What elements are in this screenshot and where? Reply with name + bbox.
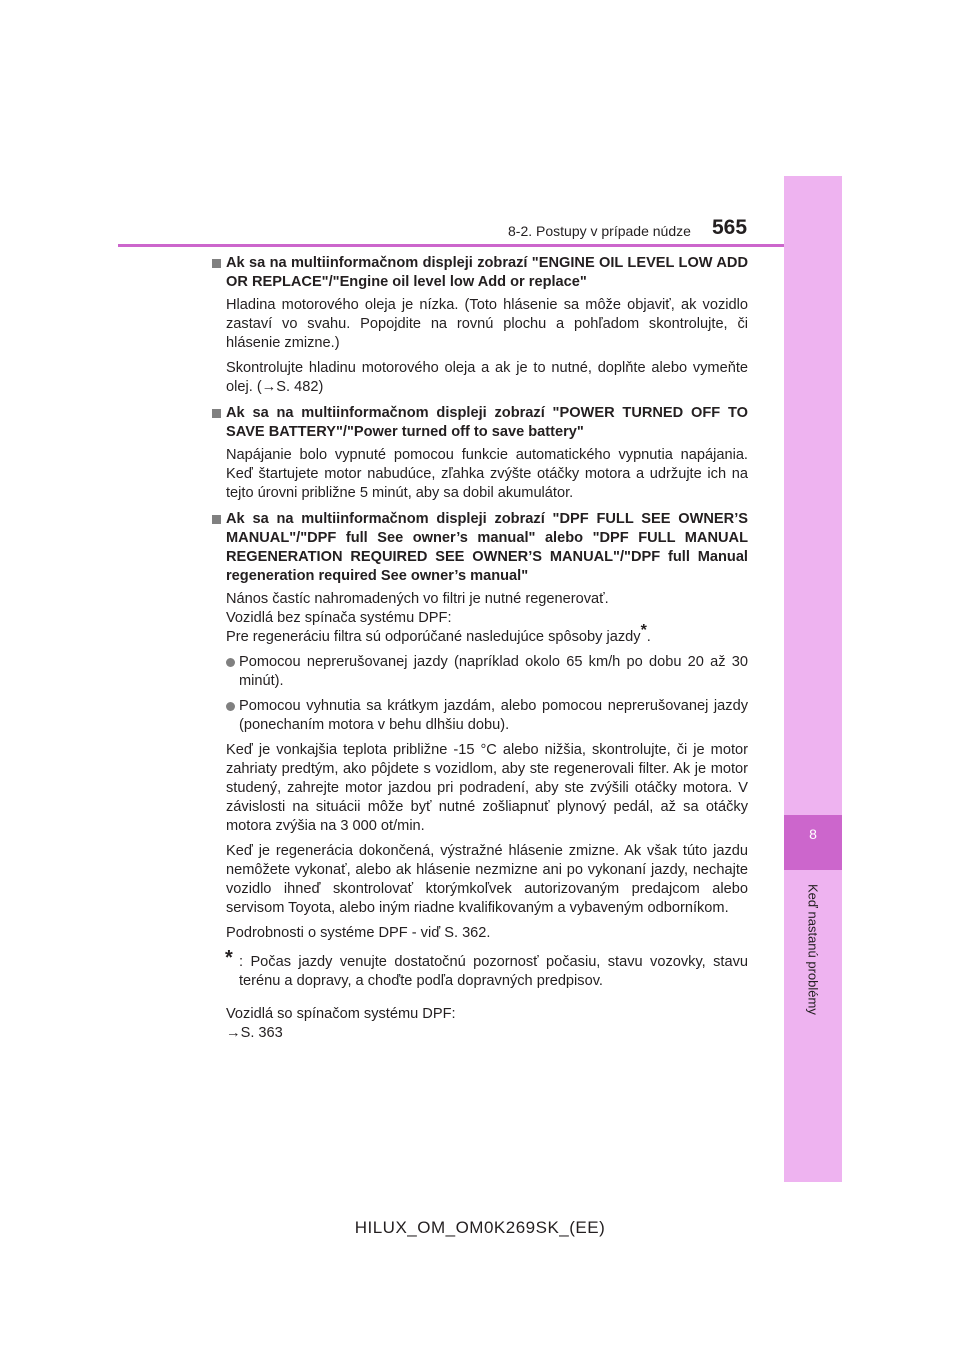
paragraph: Napájanie bolo vypnuté pomocou funkcie automatického vypnutia napájania. Keď štartujete motor nabudúce, zľahka zvýšte otáčky motora a udržujte ich na tejto úrovni približne 5 minút, aby sa dobil akumulátor.: [226, 447, 748, 501]
document-id: HILUX_OM_OM0K269SK_(EE): [354, 1218, 606, 1237]
square-bullet-icon: [212, 515, 221, 524]
paragraph: Skontrolujte hladinu motorového oleja a ak je to nutné, doplňte alebo vymeňte olej. (→S. 482): [226, 360, 748, 395]
square-bullet-icon: [212, 259, 221, 268]
footnote-text: : Počas jazdy venujte dostatočnú pozornosť počasiu, stavu vozovky, stavu terénu a dopravy, a choďte podľa dopravných predpisov.: [239, 954, 748, 989]
footnote-mark: *: [225, 947, 233, 969]
section-heading-text: Ak sa na multiinformačnom displeji zobrazí "POWER TURNED OFF TO SAVE BATTERY"/"Power turned off to save battery": [226, 405, 748, 440]
paragraph: Keď je vonkajšia teplota približne -15 °C alebo nižšia, skontrolujte, či je motor zahriaty predtým, ako pôjdete s vozidlom, aby ste regenerovali filter. Ak je motor studený, zahrejte motor jazdou pri podradení, aby ste zvýšili otáčky motora. V závislosti na situácii môže byť nutné zošliapnuť plynový pedál, až sa otáčky motora zvýšia na 3 000 ot/min.: [226, 742, 748, 834]
intro-line: Nános častíc nahromadených vo filtri je nutné regenerovať.: [226, 591, 609, 607]
paragraph-intro: [211, 590, 748, 647]
footnote-reference-mark: *: [640, 622, 647, 640]
square-bullet-icon: [212, 409, 221, 418]
chapter-number: 8: [809, 826, 817, 842]
paragraph-closing: [211, 1005, 748, 1043]
header-section-title: 8-2. Postupy v prípade núdze: [508, 223, 691, 239]
header-divider: [118, 244, 784, 247]
intro-line-with-mark: [226, 622, 748, 647]
intro-line: Pre regeneráciu filtra sú odporúčané nasledujúce spôsoby jazdy: [226, 629, 641, 645]
list-item-text: Pomocou neprerušovanej jazdy (napríklad okolo 65 km/h po dobu 20 až 30 minút).: [239, 654, 748, 689]
list-item: [211, 653, 748, 691]
section-heading-text: Ak sa na multiinformačnom displeji zobrazí "DPF FULL SEE OWNER’S MANUAL"/"DPF full See owner’s manual" alebo "DPF FULL MANUAL REGENERATION REQUIRED SEE OWNER’S MANUAL"/"DPF full Manual regeneration required See owner’s manual": [226, 511, 748, 584]
page-reference: →S. 363: [226, 1025, 283, 1041]
intro-line-end: .: [646, 629, 651, 645]
section-heading: [211, 254, 748, 292]
paragraph: Keď je regenerácia dokončená, výstražné hlásenie zmizne. Ak však túto jazdu nemôžete vykonať, alebo ak hlásenie nezmizne ani po vykonaní jazdy, nechajte vozidlo ihneď skontrolovať ktorýmkoľvek autorizovaným predajcom alebo servisom Toyota, alebo iným riadne kvalifikovaným a vybaveným odborníkom.: [226, 843, 748, 916]
circle-bullet-icon: [226, 702, 235, 711]
section-heading-text: Ak sa na multiinformačnom displeji zobrazí "ENGINE OIL LEVEL LOW ADD OR REPLACE"/"Engine oil level low Add or replace": [226, 255, 748, 290]
intro-line: Vozidlá bez spínača systému DPF:: [226, 610, 452, 626]
list-item: [211, 697, 748, 735]
closing-line: Vozidlá so spínačom systému DPF:: [226, 1006, 456, 1022]
page-content: [211, 254, 748, 1050]
paragraph: Podrobnosti o systéme DPF - viď S. 362.: [226, 925, 491, 941]
circle-bullet-icon: [226, 658, 235, 667]
paragraph: Hladina motorového oleja je nízka. (Toto hlásenie sa môže objaviť, ak vozidlo zastaví vo svahu. Popojdite na rovnú plochu a pohľadom skontrolujte, či hlásenie zmizne.): [226, 297, 748, 351]
section-heading: [211, 510, 748, 586]
page-number: 565: [712, 216, 748, 239]
footnote: [211, 947, 748, 991]
section-dpf-full: [211, 510, 748, 1043]
chapter-title: Keď nastanú problémy: [805, 884, 821, 1015]
section-heading: [211, 404, 748, 442]
section-engine-oil: [211, 254, 748, 397]
chapter-number-tab: [784, 815, 842, 870]
list-item-text: Pomocou vyhnutia sa krátkym jazdám, alebo pomocou neprerušovanej jazdy (ponechaním motora v behu dlhšiu dobu).: [239, 698, 748, 733]
section-power-off: [211, 404, 748, 503]
